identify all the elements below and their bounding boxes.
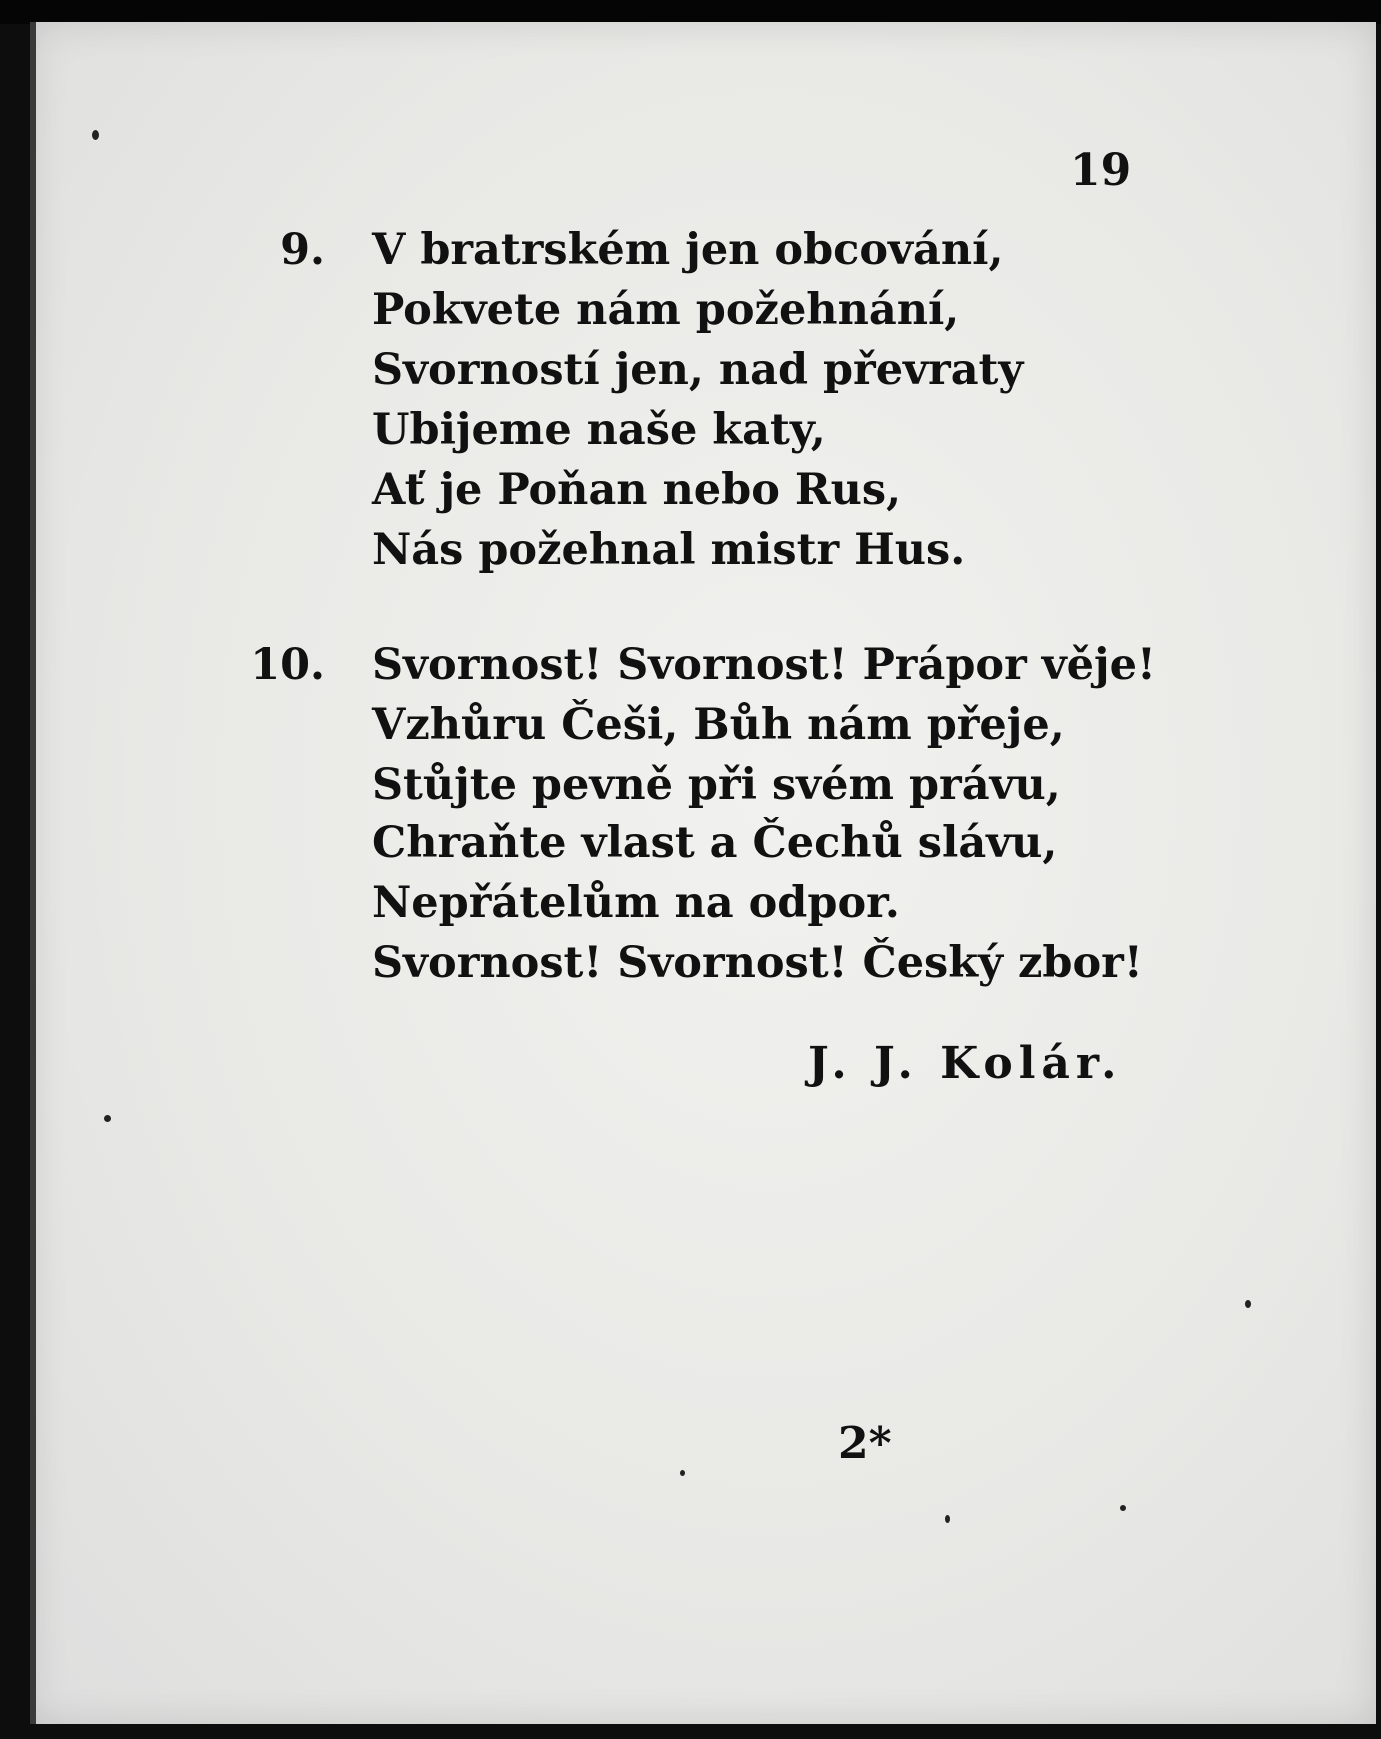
verse-line: Pokvete nám požehnání,	[372, 285, 960, 335]
dust-speck	[104, 1115, 111, 1122]
author-signature: J. J. Kolár.	[808, 1038, 1123, 1089]
verse-line: Vzhůru Češi, Bůh nám přeje,	[372, 700, 1065, 750]
dust-speck	[1245, 1300, 1251, 1308]
page-gutter-edge	[30, 22, 36, 1724]
dust-speck	[1120, 1505, 1126, 1511]
verse-line: Ubijeme naše katy,	[372, 405, 826, 455]
page-number: 19	[1070, 145, 1132, 196]
printer-signature-mark: 2*	[838, 1418, 892, 1469]
verse-line: Nepřátelům na odpor.	[372, 878, 900, 928]
stanza-number: 9.	[280, 225, 325, 275]
verse-line: Svornost! Svornost! Český zbor!	[372, 938, 1143, 988]
verse-line: V bratrském jen obcování,	[372, 225, 1004, 275]
verse-line: Chraňte vlast a Čechů slávu,	[372, 818, 1058, 868]
verse-line: Svorností jen, nad převraty	[372, 345, 1024, 395]
paper-sheet	[30, 22, 1376, 1724]
dust-speck	[92, 130, 99, 140]
dust-speck	[945, 1515, 950, 1523]
dust-speck	[680, 1470, 685, 1476]
verse-line: Stůjte pevně při svém právu,	[372, 760, 1061, 810]
stanza-number: 10.	[250, 640, 325, 690]
scan-border-top	[0, 0, 1381, 24]
verse-line: Nás požehnal mistr Hus.	[372, 525, 966, 575]
verse-line: Svornost! Svornost! Prápor věje!	[372, 640, 1156, 690]
verse-line: Ať je Poňan nebo Rus,	[372, 465, 902, 515]
